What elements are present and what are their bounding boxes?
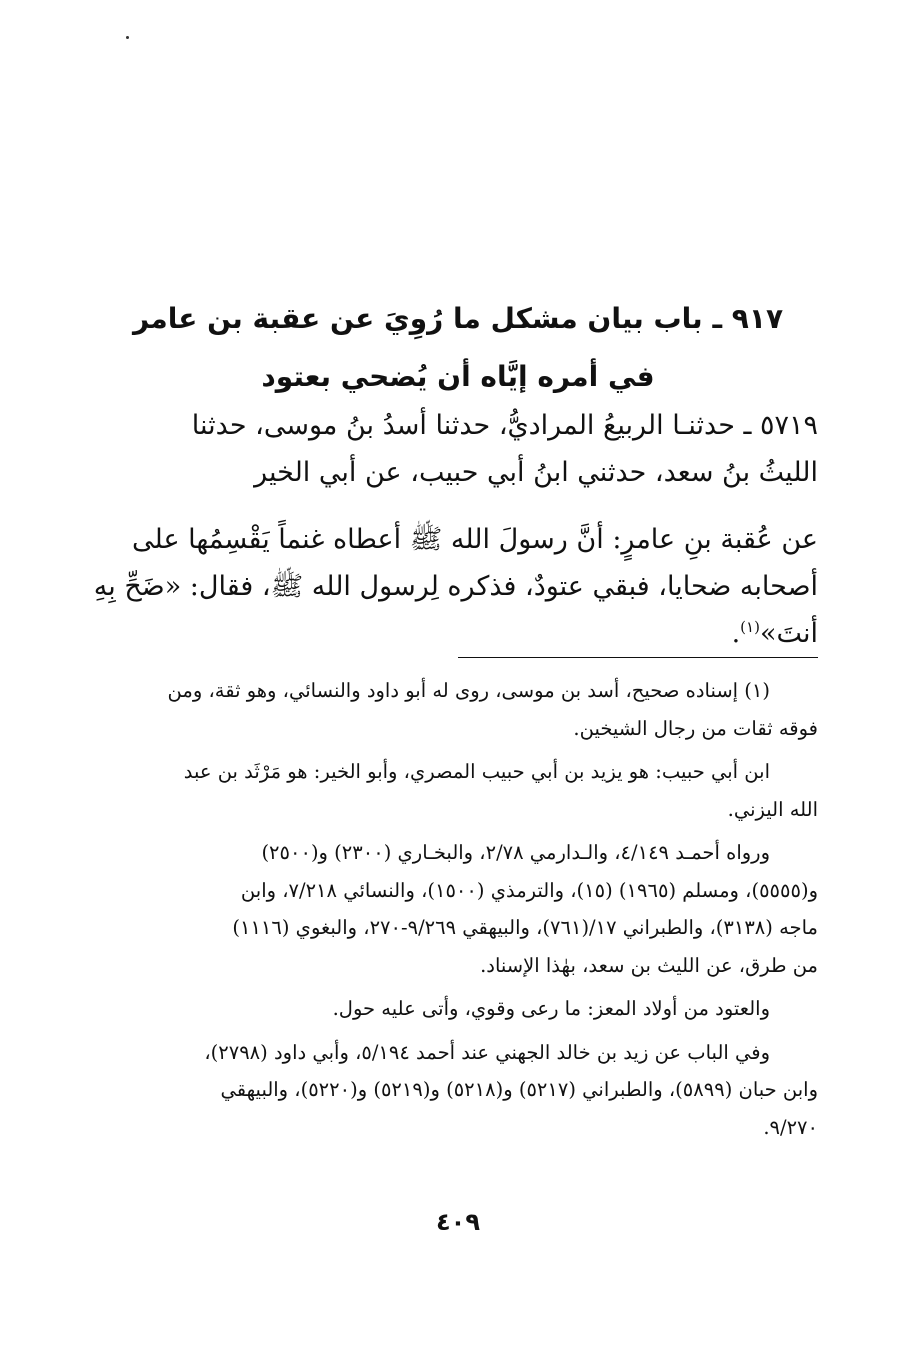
footnote-5-line-1: وفي الباب عن زيد بن خالد الجهني عند أحمد ٥/١٩٤، وأبي داود (٢٧٩٨)، bbox=[204, 1040, 770, 1064]
footnote-3-line-2: و(٥٥٥٥)، ومسلم (١٩٦٥) (١٥)، والترمذي (١٥٠٠)، والنسائي ٧/٢١٨، وابن bbox=[240, 878, 818, 902]
footnote-2 bbox=[106, 753, 818, 828]
chapter-heading-line-1: ٩١٧ ـ باب بيان مشكل ما رُوِيَ عن عقبة بن عامر bbox=[132, 302, 784, 335]
footnote-4-line-1: والعتود من أولاد المعز: ما رعى وقوي، وأتى عليه حول. bbox=[332, 997, 770, 1020]
footnote-5 bbox=[106, 1034, 818, 1147]
page-number: ٤٠٩ bbox=[436, 1208, 480, 1236]
matn-line-3-text: أنتَ» bbox=[759, 618, 818, 649]
footnote-1 bbox=[106, 672, 818, 747]
matn-line-2: أصحابه ضحايا، فبقي عتودٌ، فذكره لِرسول الله ﷺ، فقال: «ضَحِّ بِهِ bbox=[93, 571, 818, 602]
matn-line-3 bbox=[106, 610, 818, 657]
isnad-line-2: الليثُ بنُ سعد، حدثني ابنُ أبي حبيب، عن أبي الخير bbox=[254, 457, 818, 488]
matn-line-1: عن عُقبة بنِ عامرٍ: أنَّ رسولَ الله ﷺ أعطاه غنماً يَقْسِمُها على bbox=[132, 524, 818, 555]
matn-end-period: . bbox=[731, 618, 741, 649]
footnote-3 bbox=[106, 834, 818, 984]
footnote-2-line-2: الله اليزني. bbox=[727, 797, 818, 821]
hadith-matn bbox=[93, 516, 818, 657]
isnad-line-1: ٥٧١٩ ـ حدثنـا الربيعُ المراديُّ، حدثنا أسدُ بنُ موسى، حدثنا bbox=[191, 410, 818, 441]
footnote-1-line-2: فوقه ثقات من رجال الشيخين. bbox=[573, 716, 818, 740]
footnote-marker: (١) bbox=[740, 618, 760, 636]
chapter-heading bbox=[100, 290, 816, 406]
footnote-5-line-3: ٩/٢٧٠. bbox=[763, 1115, 818, 1139]
scan-speck bbox=[126, 36, 129, 39]
chapter-heading-line-2: في أمره إيَّاه أن يُضحي بعتود bbox=[261, 360, 655, 393]
hadith-isnad bbox=[106, 402, 818, 496]
footnote-2-line-1: ابن أبي حبيب: هو يزيد بن أبي حبيب المصري، وأبو الخير: هو مَرْثَد بن عبد bbox=[183, 760, 770, 783]
footnote-3-line-3: ماجه (٣١٣٨)، والطبراني ١٧/(٧٦١)، والبيهقي ٩/٢٦٩-٢٧٠، والبغوي (١١١٦) bbox=[232, 916, 818, 939]
footnote-separator bbox=[458, 657, 818, 658]
footnote-3-line-4: من طرق، عن الليث بن سعد، بهٰذا الإسناد. bbox=[480, 953, 818, 977]
footnotes bbox=[106, 672, 818, 1152]
footnote-5-line-2: وابن حبان (٥٨٩٩)، والطبراني (٥٢١٧) و(٥٢١٨) و(٥٢١٩) و(٥٢٢٠)، والبيهقي bbox=[220, 1078, 818, 1101]
footnote-1-line-1: (١) إسناده صحيح، أسد بن موسى، روى له أبو داود والنسائي، وهو ثقة، ومن bbox=[167, 679, 770, 702]
footnote-4 bbox=[106, 990, 818, 1028]
footnote-3-line-1: ورواه أحمـد ٤/١٤٩، والـدارمي ٢/٧٨، والبخـاري (٢٣٠٠) و(٢٥٠٠) bbox=[261, 841, 770, 864]
